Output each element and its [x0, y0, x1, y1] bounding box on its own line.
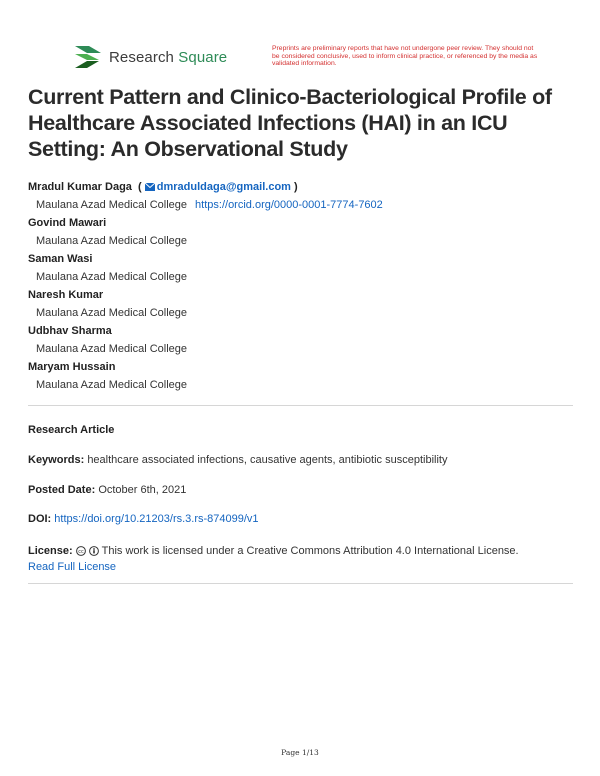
svg-text:cc: cc	[77, 549, 84, 555]
research-square-logo[interactable]	[75, 46, 227, 68]
preprint-disclaimer: Preprints are preliminary reports that have not undergone peer review. They should not be considered conclusive, used to inform clinical practice, or referenced by the media as validated information.	[272, 45, 538, 68]
author-affiliation: Maulana Azad Medical College https://orcid.org/0000-0001-7774-7602	[36, 199, 383, 211]
article-type: Research Article	[28, 424, 115, 436]
author-affiliation: Maulana Azad Medical College	[36, 271, 188, 283]
creative-commons-icon	[76, 546, 86, 556]
author-affiliation: Maulana Azad Medical College	[36, 379, 188, 391]
author-list	[28, 178, 578, 394]
logo-text: Research Square	[109, 48, 228, 66]
attribution-icon	[89, 546, 99, 556]
keywords: Keywords: healthcare associated infections, causative agents, antibiotic susceptibility	[28, 454, 448, 466]
mail-icon	[145, 183, 155, 191]
orcid-link[interactable]: https://orcid.org/0000-0001-7774-7602	[195, 199, 383, 211]
author-affiliation: Maulana Azad Medical College	[36, 235, 188, 247]
divider	[28, 583, 573, 584]
divider	[28, 405, 573, 406]
posted-date: Posted Date: October 6th, 2021	[28, 484, 187, 496]
read-full-license-link[interactable]: Read Full License	[28, 561, 117, 573]
author-email-link[interactable]: dmraduldaga@gmail.com	[156, 181, 291, 193]
author-name: Govind Mawari	[28, 217, 107, 229]
author-name: Saman Wasi	[28, 253, 93, 265]
paper-title: Current Pattern and Clinico-Bacteriological Profile of Healthcare Associated Infections (HAI) in an ICU Setting: An Observational Study	[28, 85, 552, 161]
author-name: Udbhav Sharma	[28, 325, 112, 337]
doi: DOI: https://doi.org/10.21203/rs.3.rs-874099/v1	[28, 513, 259, 525]
author-name: Naresh Kumar	[28, 289, 104, 301]
research-square-logo-icon	[75, 46, 101, 68]
author-affiliation: Maulana Azad Medical College	[36, 343, 188, 355]
author-affiliation: Maulana Azad Medical College	[36, 307, 188, 319]
page-number: Page 1/13	[281, 748, 319, 757]
doi-link[interactable]: https://doi.org/10.21203/rs.3.rs-874099/v1	[54, 513, 259, 525]
author-name: Maryam Hussain	[28, 361, 116, 373]
author-name: Mradul Kumar Daga ( dmraduldaga@gmail.com )	[28, 181, 298, 193]
license: License: cc This work is licensed under a Creative Commons Attribution 4.0 International License. Read Full License	[28, 545, 519, 573]
